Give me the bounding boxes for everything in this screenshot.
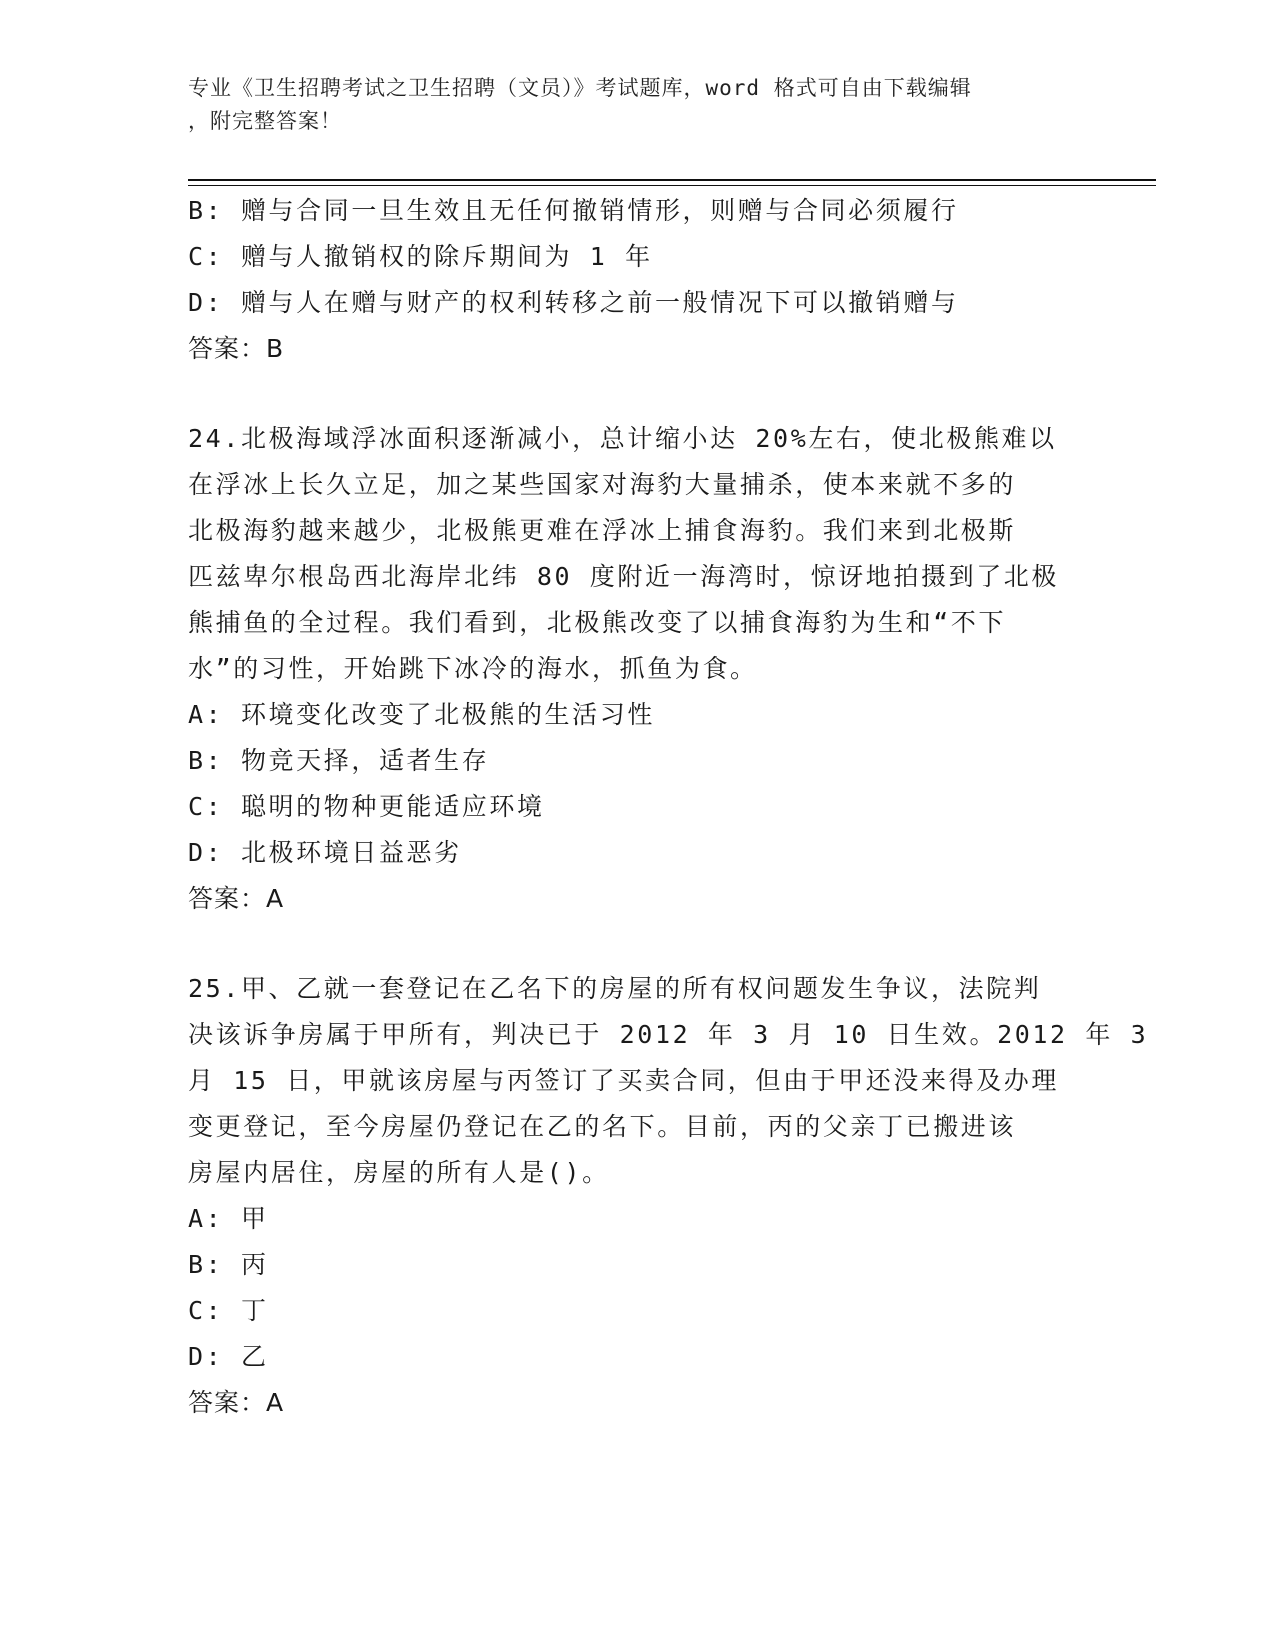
spacer	[188, 372, 1088, 416]
header-line-1: 专业《卫生招聘考试之卫生招聘（文员）》考试题库，word 格式可自由下载编辑	[188, 76, 972, 100]
question-stem-line: 决该诉争房属于甲所有，判决已于 2012 年 3 月 10 日生效。2012 年 3	[188, 1020, 1149, 1049]
document-body	[188, 188, 1149, 1426]
document-header	[188, 72, 1068, 138]
question-stem-line: 水”的习性，开始跳下冰冷的海水，抓鱼为食。	[188, 654, 758, 683]
option-c: C: 赠与人撤销权的除斥期间为 1 年	[188, 242, 653, 271]
option-d: D: 赠与人在赠与财产的权利转移之前一般情况下可以撤销赠与	[188, 288, 959, 317]
option-d: D: 乙	[188, 1342, 269, 1371]
question-24	[188, 416, 1088, 922]
option-c: C: 聪明的物种更能适应环境	[188, 792, 545, 821]
option-d: D: 北极环境日益恶劣	[188, 838, 462, 867]
option-b: B: 物竞天择，适者生存	[188, 746, 490, 775]
question-23	[188, 188, 1088, 372]
option-a: A: 环境变化改变了北极熊的生活习性	[188, 700, 655, 729]
question-stem-line: 北极海豹越来越少，北极熊更难在浮冰上捕食海豹。我们来到北极斯	[188, 516, 1017, 545]
question-stem-line: 匹兹卑尔根岛西北海岸北纬 80 度附近一海湾时，惊讶地拍摄到了北极	[188, 562, 1060, 591]
question-stem-line: 房屋内居住，房屋的所有人是()。	[188, 1158, 610, 1187]
spacer	[188, 922, 1088, 966]
header-divider-thin	[188, 185, 1156, 186]
question-stem-line: 在浮冰上长久立足，加之某些国家对海豹大量捕杀，使本来就不多的	[188, 470, 1017, 499]
answer-line: 答案：A	[188, 884, 285, 913]
question-stem-line: 变更登记，至今房屋仍登记在乙的名下。目前，丙的父亲丁已搬进该	[188, 1112, 1017, 1141]
option-b: B: 丙	[188, 1250, 269, 1279]
question-stem-line: 24.北极海域浮冰面积逐渐减小，总计缩小达 20%左右，使北极熊难以	[188, 424, 1057, 453]
option-a: A: 甲	[188, 1204, 269, 1233]
header-divider-thick	[188, 179, 1156, 181]
question-stem-line: 月 15 日，甲就该房屋与丙签订了买卖合同，但由于甲还没来得及办理	[188, 1066, 1060, 1095]
answer-line: 答案：A	[188, 1388, 285, 1417]
option-c: C: 丁	[188, 1296, 269, 1325]
header-line-2: ，附完整答案！	[188, 109, 342, 133]
question-stem-line: 25.甲、乙就一套登记在乙名下的房屋的所有权问题发生争议，法院判	[188, 974, 1042, 1003]
question-25	[188, 966, 1149, 1426]
question-stem-line: 熊捕鱼的全过程。我们看到，北极熊改变了以捕食海豹为生和“不下	[188, 608, 1007, 637]
answer-line: 答案：B	[188, 334, 285, 363]
option-b: B: 赠与合同一旦生效且无任何撤销情形，则赠与合同必须履行	[188, 196, 959, 225]
